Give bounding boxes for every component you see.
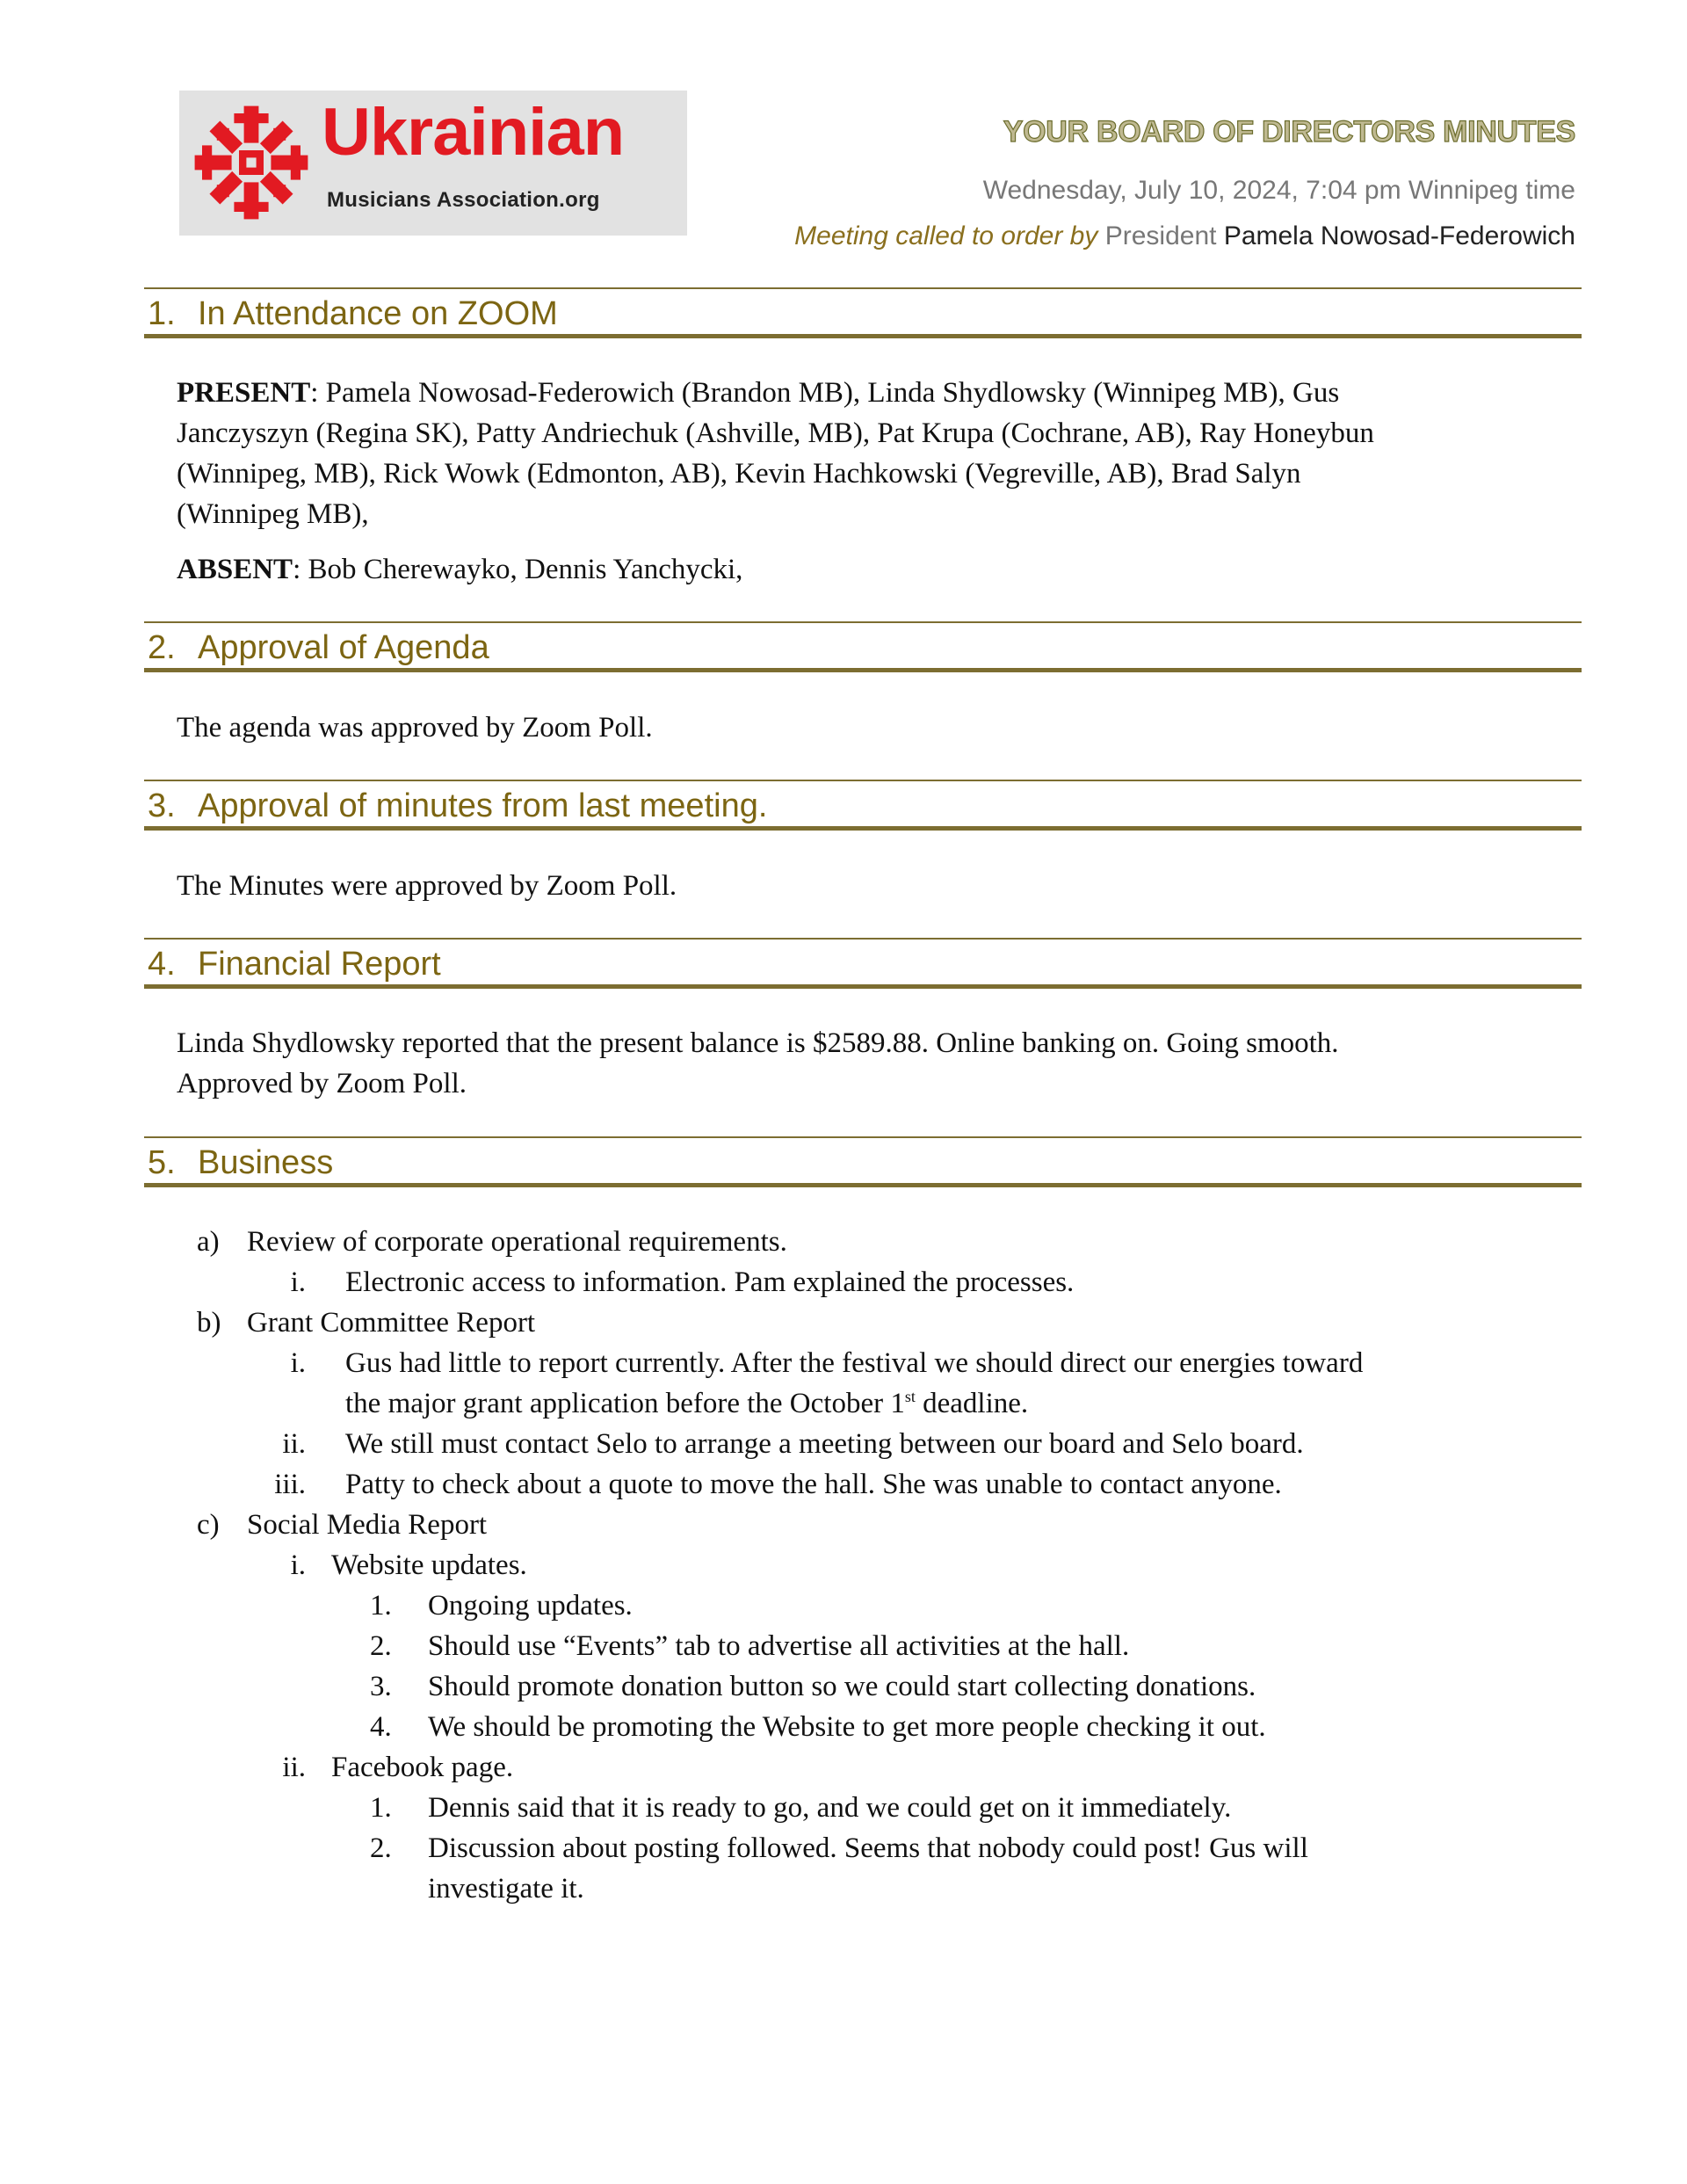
business-item-c-i: Website updates. xyxy=(331,1549,527,1581)
section-title: Business xyxy=(198,1144,334,1181)
document-title: YOUR BOARD OF DIRECTORS MINUTES xyxy=(1003,115,1575,149)
present-line-1 xyxy=(177,373,1339,413)
list-marker: i. xyxy=(290,1347,306,1379)
present-label: PRESENT xyxy=(177,377,311,409)
list-marker: 2. xyxy=(370,1832,392,1864)
minutes-text: The Minutes were approved by Zoom Poll. xyxy=(177,870,677,902)
list-marker: ii. xyxy=(282,1428,306,1460)
list-marker: ii. xyxy=(282,1752,306,1783)
list-marker: b) xyxy=(197,1307,221,1339)
business-item-a-i: Electronic access to information. Pam explained the processes. xyxy=(345,1266,1075,1298)
present-line-4: (Winnipeg MB), xyxy=(177,498,369,530)
list-marker: 4. xyxy=(370,1711,392,1743)
present-text: : Pamela Nowosad-Federowich (Brandon MB), Linda Shydlowsky (Winnipeg MB), Gus xyxy=(310,377,1340,409)
section-rule-bottom xyxy=(144,1183,1582,1187)
section-rule-top xyxy=(144,621,1582,623)
website-item-1: Ongoing updates. xyxy=(428,1590,633,1622)
business-item-c: Social Media Report xyxy=(247,1509,488,1541)
present-line-3: (Winnipeg, MB), Rick Wowk (Edmonton, AB), Kevin Hachkowski (Vegreville, AB), Brad Salyn xyxy=(177,458,1301,490)
section-number: 2. xyxy=(148,629,176,666)
list-marker: 1. xyxy=(370,1792,392,1824)
section-rule-top xyxy=(144,1136,1582,1138)
called-to-order-line xyxy=(794,221,1575,251)
section-heading-attendance xyxy=(148,297,558,330)
section-rule-top xyxy=(144,938,1582,940)
section-number: 5. xyxy=(148,1144,176,1181)
business-item-b-i-line-1: Gus had little to report currently. After the festival we should direct our energies toward xyxy=(345,1347,1364,1379)
absent-text: : Bob Cherewayko, Dennis Yanchycki, xyxy=(293,554,743,585)
president-role: President xyxy=(1104,221,1217,250)
logo-brand-text: Ukrainian xyxy=(322,95,625,170)
website-item-2: Should use “Events” tab to advertise all activities at the hall. xyxy=(428,1630,1130,1662)
association-logo xyxy=(179,91,687,236)
section-rule-top xyxy=(144,287,1582,289)
text-segment: deadline. xyxy=(915,1388,1029,1419)
section-rule-bottom xyxy=(144,984,1582,989)
absent-line xyxy=(177,549,742,590)
section-rule-bottom xyxy=(144,826,1582,831)
facebook-item-2-line-2: investigate it. xyxy=(428,1873,584,1905)
section-number: 1. xyxy=(148,295,176,332)
financial-line-1: Linda Shydlowsky reported that the present balance is $2589.88. Online banking on. Going smooth. xyxy=(177,1027,1339,1059)
financial-line-2: Approved by Zoom Poll. xyxy=(177,1068,467,1099)
section-heading-financial xyxy=(148,947,441,981)
present-line-2: Janczyszyn (Regina SK), Patty Andriechuk (Ashville, MB), Pat Krupa (Cochrane, AB), Ray Honeybun xyxy=(177,417,1374,449)
list-marker: 2. xyxy=(370,1630,392,1662)
list-marker: 3. xyxy=(370,1671,392,1702)
list-marker: 1. xyxy=(370,1590,392,1622)
section-rule-bottom xyxy=(144,668,1582,672)
business-item-b-ii: We still must contact Selo to arrange a meeting between our board and Selo board. xyxy=(345,1428,1304,1460)
section-heading-minutes xyxy=(148,789,767,823)
text-segment: the major grant application before the October 1 xyxy=(345,1388,905,1419)
president-name: Pamela Nowosad-Federowich xyxy=(1223,221,1575,250)
list-marker: iii. xyxy=(274,1469,306,1500)
business-item-b: Grant Committee Report xyxy=(247,1307,536,1339)
list-marker: c) xyxy=(197,1509,220,1541)
list-marker: i. xyxy=(290,1266,306,1298)
logo-sub-text: Musicians Association.org xyxy=(327,188,600,212)
section-title: Approval of Agenda xyxy=(198,629,489,666)
business-item-b-i-line-2 xyxy=(345,1383,1028,1424)
section-heading-agenda xyxy=(148,631,489,664)
section-number: 3. xyxy=(148,787,176,824)
business-item-c-ii: Facebook page. xyxy=(331,1752,514,1783)
website-item-3: Should promote donation button so we could start collecting donations. xyxy=(428,1671,1256,1702)
section-title: In Attendance on ZOOM xyxy=(198,295,558,332)
facebook-item-1: Dennis said that it is ready to go, and we could get on it immediately. xyxy=(428,1792,1232,1824)
section-heading-business xyxy=(148,1146,333,1179)
list-marker: a) xyxy=(197,1226,220,1258)
facebook-item-2-line-1: Discussion about posting followed. Seems that nobody could post! Gus will xyxy=(428,1832,1308,1864)
absent-label: ABSENT xyxy=(177,554,293,585)
meeting-date: Wednesday, July 10, 2024, 7:04 pm Winnipeg time xyxy=(982,176,1575,205)
website-item-4: We should be promoting the Website to get more people checking it out. xyxy=(428,1711,1266,1743)
section-rule-top xyxy=(144,780,1582,781)
ukrainian-embroidery-icon xyxy=(186,101,316,224)
called-to-order-label: Meeting called to order by xyxy=(794,221,1098,250)
business-item-a: Review of corporate operational requirements. xyxy=(247,1226,787,1258)
business-item-b-iii: Patty to check about a quote to move the hall. She was unable to contact anyone. xyxy=(345,1469,1282,1500)
section-title: Approval of minutes from last meeting. xyxy=(198,787,768,824)
superscript: st xyxy=(904,1388,916,1405)
section-number: 4. xyxy=(148,946,176,983)
list-marker: i. xyxy=(290,1549,306,1581)
agenda-text: The agenda was approved by Zoom Poll. xyxy=(177,712,653,744)
section-title: Financial Report xyxy=(198,946,441,983)
section-rule-bottom xyxy=(144,334,1582,338)
